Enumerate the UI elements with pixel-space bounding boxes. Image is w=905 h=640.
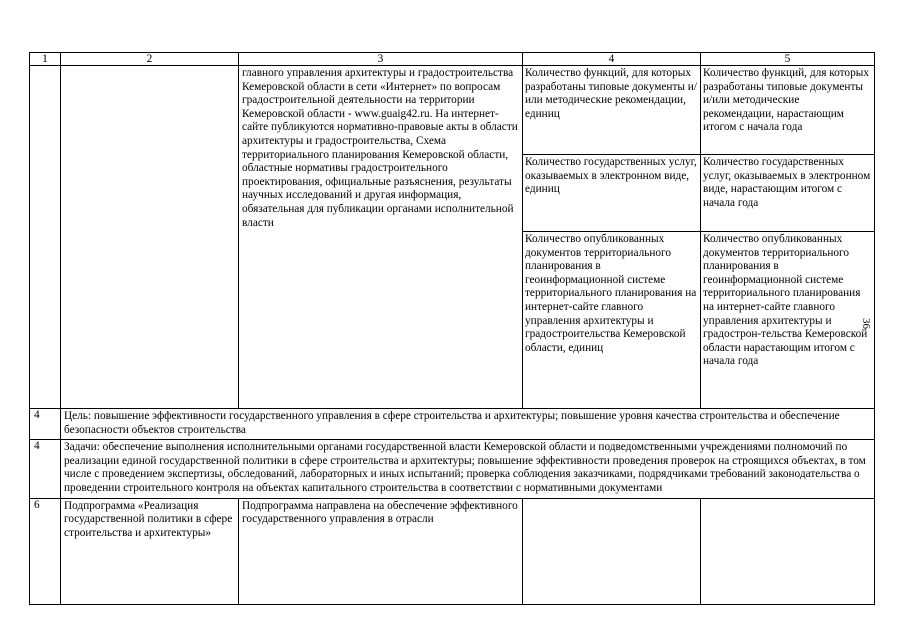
subprogram-num: 6	[30, 498, 61, 604]
subprogram-title	[61, 498, 239, 604]
tasks-text-content: Задачи: обеспечение выполнения исполнительными органами государственной власти Кемеровской области и подведомственными учреждениями полномочий по реализации единой государственной политики в сфере строительства и архитектуры; повышение эффективности проведения проверок на строящихся объектах, в том числе с проведением экспертизы, обследований, лабораторных и иных испытаний; проверка соблюдения заказчиками, подрядчиками требований законодательства о проведении строительного контроля на объектах капитального строительства в соответствии с нормативными документами	[64, 441, 866, 494]
indicator-functions: Количество функций, для которых разработаны типовые документы и/или методические рекомендации, единиц	[525, 67, 697, 120]
subprogram-description-text: Подпрограмма направлена на обеспечение эффективного государственного управления в отрасли	[242, 499, 518, 526]
goal-text	[61, 409, 875, 440]
indicator-e-services: Количество государственных услуг, оказываемых в электронном виде, единиц	[523, 154, 700, 231]
header-row	[30, 53, 875, 66]
cont-col-4	[523, 66, 701, 409]
cont-col-5	[701, 66, 875, 409]
header-col-1: 1	[30, 53, 61, 66]
continuation-row	[30, 66, 875, 409]
cont-col-3-text: главного управления архитектуры и градостроительства Кемеровской области в сети «Интернет» по вопросам градостроительной деятельности на территории Кемеровской области - www.guaig42.ru. На интернет-сайте публикуются нормативно-правовые акты в области архитектуры и градостроительства, Схема территориального планирования Кемеровской области, областные нормативы градостроительного проектирования, официальные разъяснения, результаты научных исследований и другая информация, обязательная для публикации органами исполнительной власти	[242, 67, 518, 229]
header-col-5: 5	[701, 53, 875, 66]
indicator-e-services-cumulative: Количество государственных услуг, оказываемых в электронном виде, нарастающим итогом с начала года	[701, 154, 874, 231]
cont-col-3	[239, 66, 523, 409]
indicator-functions-cumulative: Количество функций, для которых разработаны типовые документы и/или методические рекомендации, нарастающим итогом с начала года	[703, 67, 869, 134]
subprogram-description	[239, 498, 523, 604]
indicator-documents-cumulative: Количество опубликованных документов территориального планирования в геоинформационной системе территориального планирования на интернет-сайте главного управления архитектуры и градострон-тельства Кемеровской области нарастающим итогом с начала года	[701, 231, 874, 371]
header-col-2: 2	[61, 53, 239, 66]
goal-row	[30, 409, 875, 440]
document-table	[29, 52, 875, 605]
page-number: 36	[860, 318, 872, 329]
cont-col-1	[30, 66, 61, 409]
goal-num: 4	[30, 409, 61, 440]
subprogram-title-text: Подпрограмма «Реализация государственной политики в сфере строительства и архитектуры»	[64, 499, 233, 539]
cont-col-2	[61, 66, 239, 409]
goal-text-content: Цель: повышение эффективности государственного управления в сфере строительства и архитектуры; повышение уровня качества строительства и обеспечение безопасности объектов строительства	[64, 410, 840, 436]
subprogram-col-5	[701, 498, 875, 604]
tasks-text	[61, 440, 875, 498]
tasks-row	[30, 440, 875, 498]
header-col-3: 3	[239, 53, 523, 66]
tasks-num: 4	[30, 440, 61, 498]
subprogram-col-4	[523, 498, 701, 604]
subprogram-row	[30, 498, 875, 604]
indicator-documents: Количество опубликованных документов территориального планирования в геоинформационной системе территориального планирования на интернет-сайте главного управления архитектуры и градостроительства Кемеровской области, единиц	[523, 231, 700, 357]
header-col-4: 4	[523, 53, 701, 66]
